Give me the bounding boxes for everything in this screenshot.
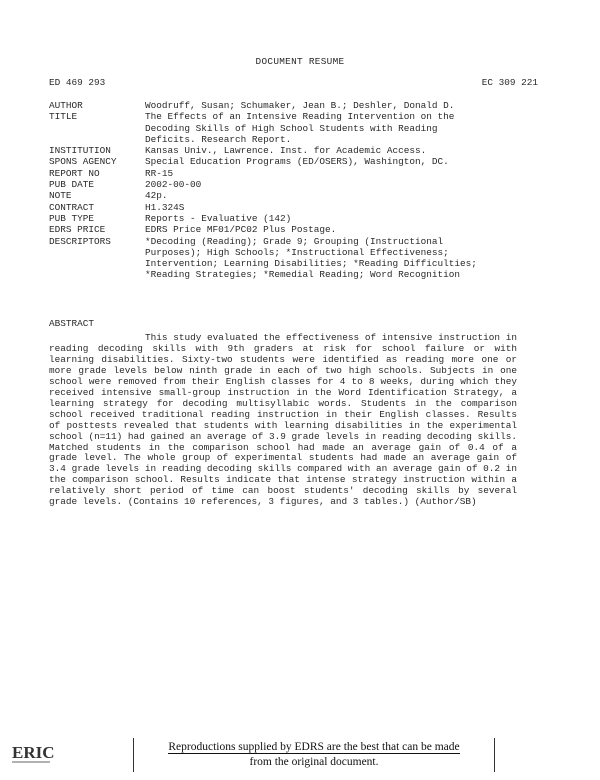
field-value: Special Education Programs (ED/OSERS), Washington, DC. (145, 156, 449, 168)
eric-logo (10, 738, 54, 768)
field-label: NOTE (49, 190, 72, 202)
field-row (49, 179, 549, 190)
abstract-label: ABSTRACT (49, 318, 95, 329)
field-row (49, 236, 549, 281)
field-row (49, 111, 549, 145)
field-value: Reports - Evaluative (142) (145, 212, 292, 224)
field-label: PUB TYPE (49, 212, 95, 224)
field-row (49, 156, 549, 167)
reproduction-notice (133, 738, 495, 772)
field-row (49, 213, 549, 224)
field-label: REPORT NO (49, 167, 100, 179)
field-row (49, 202, 549, 213)
field-value: Woodruff, Susan; Schumaker, Jean B.; Deshler, Donald D. (145, 100, 455, 111)
field-label: CONTRACT (49, 201, 95, 213)
field-label: EDRS PRICE (49, 224, 106, 236)
field-value: 2002-00-00 (145, 179, 202, 191)
field-row (49, 100, 549, 111)
field-label: INSTITUTION (49, 145, 111, 157)
field-row (49, 145, 549, 156)
field-value: Kansas Univ., Lawrence. Inst. for Academic Access. (145, 145, 427, 157)
field-label: DESCRIPTORS (49, 235, 111, 247)
field-label: SPONS AGENCY (49, 156, 117, 168)
field-label: AUTHOR (49, 100, 83, 111)
ec-number: EC 309 221 (481, 77, 538, 88)
field-value: The Effects of an Intensive Reading Intervention on the Decoding Skills of High School Students with Reading Deficits. Research Report. (145, 111, 455, 145)
field-value: H1.324S (145, 201, 185, 213)
field-value: 42p. (145, 190, 168, 202)
field-label: PUB DATE (49, 179, 95, 191)
metadata-fields (49, 100, 549, 281)
field-value: *Decoding (Reading); Grade 9; Grouping (Instructional Purposes); High Schools; *Instructional Effectiveness; Intervention; Learning Disabilities; *Reading Difficulties; *Reading Strategies; *Remedial Reading; Word Recognition (145, 235, 477, 281)
field-value: EDRS Price MF01/PC02 Plus Postage. (145, 224, 337, 236)
eric-logo-text: ERIC (12, 743, 54, 762)
ed-number: ED 469 293 (49, 77, 106, 88)
field-row (49, 190, 549, 201)
field-label: TITLE (49, 111, 78, 123)
field-row (49, 224, 549, 235)
reproduction-notice-line2: from the original document. (249, 756, 379, 768)
field-value: RR-15 (145, 167, 174, 179)
document-title: DOCUMENT RESUME (255, 56, 345, 67)
field-row (49, 168, 549, 179)
abstract-text: This study evaluated the effectiveness of intensive instruction in reading decoding skills with 9th graders at risk for school failure or with learning disabilities. Sixty-two students were identified as reading more one or more grade levels below ninth grade in each of two high schools. Subjects in one school were removed from their English classes for 4 to 8 weeks, during which they received intensive small-group instruction in the Word Identification Strategy, a learning strategy for decoding multisyllabic words. Students in the comparison school received traditional reading instruction in their English classes. Results of posttests revealed that students with learning disabilities in the experimental school (n=11) had gained an average of 3.9 grade levels in reading decoding skills. Matched students in the comparison school had made an average gain of 0.4 of a grade level. The whole group of experimental students had made an average gain of 3.4 grade levels in reading decoding skills compared with an average gain of 0.2 in the comparison school. Results indicate that intense strategy instruction within a relatively short period of time can boost students' decoding skills by several grade levels. (Contains 10 references, 3 figures, and 3 tables.) (Author/SB) (49, 332, 517, 508)
reproduction-notice-line1: Reproductions supplied by EDRS are the best that can be made (168, 741, 460, 753)
